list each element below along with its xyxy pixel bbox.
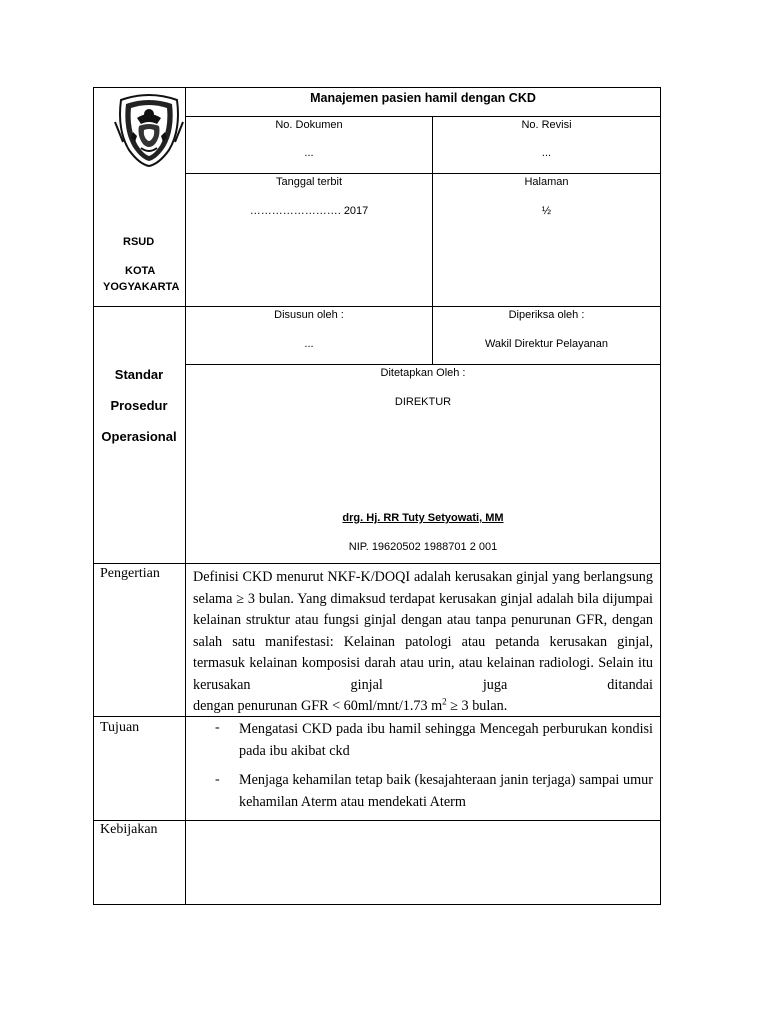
pengertian-label: Pengertian: [100, 566, 160, 581]
pengertian-gfr-suffix: ≥ 3 bulan.: [446, 698, 508, 714]
diperiksa-oleh-label: Diperiksa oleh :: [508, 309, 585, 321]
sop-line-1: Standar: [114, 367, 164, 382]
tujuan-item-2: Menjaga kehamilan tetap baik (kesajahteraan janin terjaga) sampai umur kehamilan Aterm atau mendekati Aterm: [239, 772, 653, 810]
ditetapkan-role: DIREKTUR: [394, 396, 452, 408]
city-seal-icon: [111, 92, 187, 168]
table-border-left: [93, 87, 94, 905]
pengertian-superscript: 2: [442, 696, 447, 707]
halaman-value: ½: [541, 205, 552, 217]
row-line-dokumen: [185, 173, 661, 174]
row-line-tujuan: [93, 820, 661, 821]
row-line-title: [185, 116, 661, 117]
sop-line-2: Prosedur: [110, 398, 168, 413]
pengertian-text-main: Definisi CKD menurut NKF-K/DOQI adalah kerusakan ginjal yang berlangsung selama ≥ 3 bulan. Yang dimaksud terdapat kerusakan ginjal adalah bila dijumpai kelainan struktur atau fungsi ginjal dengan atau tanpa penurunan GFR, dengan salah satu manifestasi: Kelainan patologi atau petanda kerusakan ginjal, termasuk kelainan komposisi darah atau urin, atau kelainan radiologi. Selain itu kerusakan ginjal juga ditandai: [193, 569, 653, 693]
no-revisi-value: ...: [541, 147, 552, 159]
tujuan-bullet-1: -: [215, 720, 220, 735]
director-nip: NIP. 19620502 1988701 2 001: [348, 541, 498, 553]
no-dokumen-label: No. Dokumen: [275, 119, 343, 131]
kebijakan-label: Kebijakan: [100, 822, 158, 837]
no-revisi-label: No. Revisi: [521, 119, 572, 131]
hospital-kota: KOTA: [125, 265, 156, 277]
director-name: drg. Hj. RR Tuty Setyowati, MM: [342, 512, 504, 524]
no-dokumen-value: ...: [304, 147, 314, 159]
hospital-rsud: RSUD: [123, 236, 155, 248]
row-line-tanggal: [93, 306, 661, 307]
hospital-city: YOGYAKARTA: [103, 281, 180, 293]
sop-line-3: Operasional: [101, 429, 177, 444]
tujuan-label: Tujuan: [100, 720, 140, 735]
table-border-right: [660, 87, 661, 905]
table-border-bottom: [93, 904, 661, 905]
pengertian-text: [193, 567, 653, 718]
tujuan-bullet-2: -: [215, 772, 220, 787]
tanggal-terbit-value: ……………………. 2017: [249, 205, 369, 217]
pengertian-text-last: [193, 696, 653, 718]
tanggal-terbit-label: Tanggal terbit: [275, 176, 343, 188]
row-line-disusun: [185, 364, 661, 365]
halaman-label: Halaman: [524, 176, 569, 188]
diperiksa-oleh-value: Wakil Direktur Pelayanan: [484, 338, 609, 350]
disusun-oleh-label: Disusun oleh :: [274, 309, 344, 321]
pengertian-gfr-text: dengan penurunan GFR < 60ml/mnt/1.73 m: [193, 698, 443, 714]
tujuan-item-1: Mengatasi CKD pada ibu hamil sehingga Mencegah perburukan kondisi pada ibu akibat ckd: [239, 721, 653, 759]
row-line-ditetapkan: [93, 563, 661, 564]
document-title: Manajemen pasien hamil dengan CKD: [310, 91, 536, 105]
disusun-oleh-value: ...: [304, 338, 314, 350]
ditetapkan-label: Ditetapkan Oleh :: [380, 367, 466, 379]
table-border-top: [93, 87, 661, 88]
